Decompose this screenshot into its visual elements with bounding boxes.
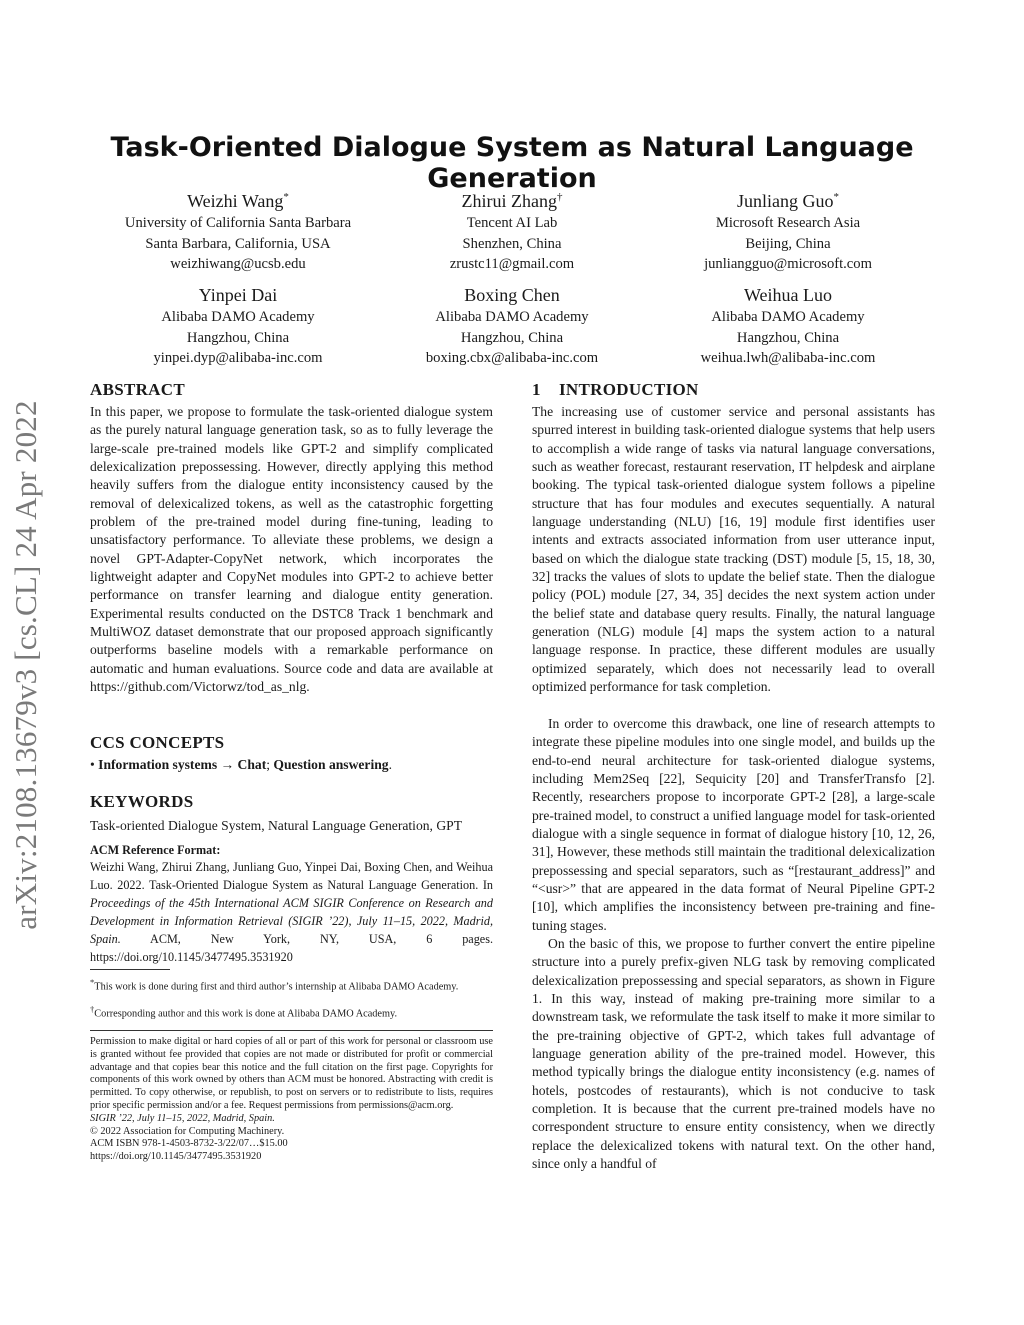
author-location: Hangzhou, China — [460, 329, 564, 346]
permission-doi: https://doi.org/10.1145/3477495.3531920 — [90, 1151, 262, 1163]
author-email: boxing.cbx@alibaba-inc.com — [425, 350, 599, 366]
footnote-rule — [90, 969, 170, 970]
author-name: Boxing Chen — [464, 285, 560, 305]
author-location: Hangzhou, China — [186, 329, 290, 346]
author-affiliation: Alibaba DAMO Academy — [435, 309, 589, 325]
intro-paragraph-3: On the basic of this, we propose to further convert the entire pipeline structure into a purely prefix-given NLG task by removing complicated delexicalization prepossessing and special separators, as shown in Figure 1. In this way, instead of making pre-training more similar to a downstream task, we reformulate the task itself to make it more similar to the pre-training objective of GPT-2, which takes full advantage of language generation ability of the pre-trained model. However, this method typically brings the dialogue entity inconsistency (e.g. names of hotels, postcodes of restaurants), which is not conducive to task completion. It is because that the current pre-trained models have no correspondent structure to ensure entity consistency, when we directly replace the delexicalized tokens with natural text. On the other hand, since only a handful of — [532, 936, 935, 1172]
intro-heading: 1 INTRODUCTION — [532, 380, 699, 399]
reference-format-text: Weizhi Wang, Zhirui Zhang, Junliang Guo, Yinpei Dai, Boxing Chen, and Weihua Luo. 2022. Task-Oriented Dialogue System as Natural Language Generation. In Proceedings of the 45th International ACM SIGIR Conference on Research and Development in Information Retrieval (SIGIR ’22), July 11–15, 2022, Madrid, Spain. ACM, New York, NY, USA, 6 pages. https://doi.org/10.1145/3477495.3531920 — [90, 860, 493, 964]
author-block — [367, 284, 657, 369]
author-location: Shenzhen, China — [462, 235, 562, 252]
paper-title: Task-Oriented Dialogue System as Natural Language Generation — [110, 132, 914, 194]
permission-isbn: ACM ISBN 978-1-4503-8732-3/22/07…$15.00 — [90, 1138, 288, 1150]
author-affiliation: Microsoft Research Asia — [715, 215, 861, 231]
permission-block — [90, 1036, 493, 1164]
ccs-concepts: • Information systems → Chat; Question answering. — [90, 757, 393, 772]
intro-paragraph-2: In order to overcome this drawback, one line of research attempts to integrate these pipeline modules into one single model, and builds up the end-to-end neural architecture for task-oriented dialogue systems, including Mem2Seq [22], Sequicity [20] and TransferTransfo [2]. Recently, researchers propose to incorporate GPT-2 [28], a large-scale pre-trained model, to construct a unified language model for task-oriented dialogue with a single sequence in format of dialogue history [10, 12, 26, 31], However, these methods still maintain the traditional delexicalization prepossessing and special separators, such as “[restaurant_address]” and “<usr>” that are appeared in the data format of Neural Pipeline GPT-2 [10], which amplifies the inconsistency between pre-training and fine-tuning stages. — [532, 716, 935, 933]
author-email: zrustc11@gmail.com — [449, 256, 575, 272]
author-affiliation: University of California Santa Barbara — [124, 215, 352, 231]
permission-rule — [90, 1030, 493, 1031]
author-block — [367, 186, 657, 275]
author-location: Beijing, China — [745, 235, 831, 252]
author-block — [643, 186, 933, 275]
author-block — [643, 284, 933, 369]
author-email: weihua.lwh@alibaba-inc.com — [700, 350, 876, 366]
keywords-text: Task-oriented Dialogue System, Natural Language Generation, GPT — [90, 818, 463, 833]
permission-conference: SIGIR ’22, July 11–15, 2022, Madrid, Spain. — [90, 1112, 275, 1124]
permission-copyright: © 2022 Association for Computing Machinery. — [90, 1125, 285, 1137]
permission-text: Permission to make digital or hard copies of all or part of this work for personal or classroom use is granted without fee provided that copies are not made or distributed for profit or commercial advantage and that copies bear this notice and the full citation on the first page. Copyrights for components of this work owned by others than ACM must be honored. Abstracting with credit is permitted. To copy otherwise, or republish, to post on servers or to redistribute to lists, requires prior specific permission and/or a fee. Request permissions from permissions@acm.org. — [90, 1036, 493, 1111]
arxiv-id: arXiv:2108.13679v3 [cs.CL] 24 Apr 2022 — [8, 400, 43, 930]
keywords-heading: KEYWORDS — [90, 792, 194, 811]
author-affiliation: Tencent AI Lab — [466, 215, 558, 231]
author-name: Yinpei Dai — [198, 285, 278, 305]
author-location: Santa Barbara, California, USA — [145, 235, 331, 252]
reference-format-heading: ACM Reference Format: — [90, 843, 221, 857]
intro-paragraph-1: The increasing use of customer service and personal assistants has spurred interest in building task-oriented dialogue systems that help users to accomplish a wide range of tasks via natural language conversations, such as weather forecast, restaurant reservation, IT helpdesk and airplane booking. The typical task-oriented dialogue system follows a pipeline structure that has four modules and executes sequentially. A natural language understanding (NLU) [16, 19] module first identifies user intents and extracts associated information from user utterance input, based on which the dialogue state tracking (DST) module [5, 15, 18, 30, 32] tracks the values of slots to update the belief state. Then the dialogue policy (POL) module [27, 34, 35] decides the next system action under the belief state and database query results. Finally, the natural language generation (NLG) module [4] maps the system action to a natural language response. In practice, these different modules are usually optimized separately, which does not necessarily lead to overall optimized performance for task completion. — [532, 404, 935, 695]
author-affiliation: Alibaba DAMO Academy — [711, 309, 865, 325]
author-block — [93, 186, 383, 275]
author-name: Weihua Luo — [743, 285, 833, 305]
author-name: Zhirui Zhang† — [461, 191, 563, 211]
footnote-1: *This work is done during first and third author’s internship at Alibaba DAMO Academy. — [90, 977, 459, 993]
author-affiliation: Alibaba DAMO Academy — [161, 309, 315, 325]
footnote-2: †Corresponding author and this work is done at Alibaba DAMO Academy. — [90, 1004, 398, 1020]
ccs-heading: CCS CONCEPTS — [90, 733, 225, 752]
author-block — [93, 284, 383, 369]
abstract-text: In this paper, we propose to formulate the task-oriented dialogue system as the purely natural language generation task, so as to fully leverage the large-scale pre-trained models like GPT-2 and simplify complicated delexicalization prepossessing. However, directly applying this method heavily suffers from the dialogue entity inconsistency caused by the removal of delexicalized tokens, as well as the catastrophic forgetting problem of the pre-trained model during fine-tuning, leading to unsatisfactory performance. To alleviate these problems, we design a novel GPT-Adapter-CopyNet network, which incorporates the lightweight adapter and CopyNet modules into GPT-2 to achieve better performance on transfer learning and dialogue entity generation. Experimental results conducted on the DSTC8 Track 1 benchmark and MultiWOZ dataset demonstrate that our proposed approach significantly outperforms baseline models with a remarkable performance on automatic and human evaluations. Source code and data are available at https://github.com/Victorwz/tod_as_nlg. — [90, 404, 493, 695]
author-email: junliangguo@microsoft.com — [704, 256, 872, 272]
author-location: Hangzhou, China — [736, 329, 840, 346]
author-email: weizhiwang@ucsb.edu — [170, 256, 306, 272]
author-name: Junliang Guo* — [737, 191, 839, 211]
author-name: Weizhi Wang* — [187, 191, 289, 211]
author-email: yinpei.dyp@alibaba-inc.com — [153, 350, 323, 366]
abstract-heading: ABSTRACT — [90, 380, 185, 399]
